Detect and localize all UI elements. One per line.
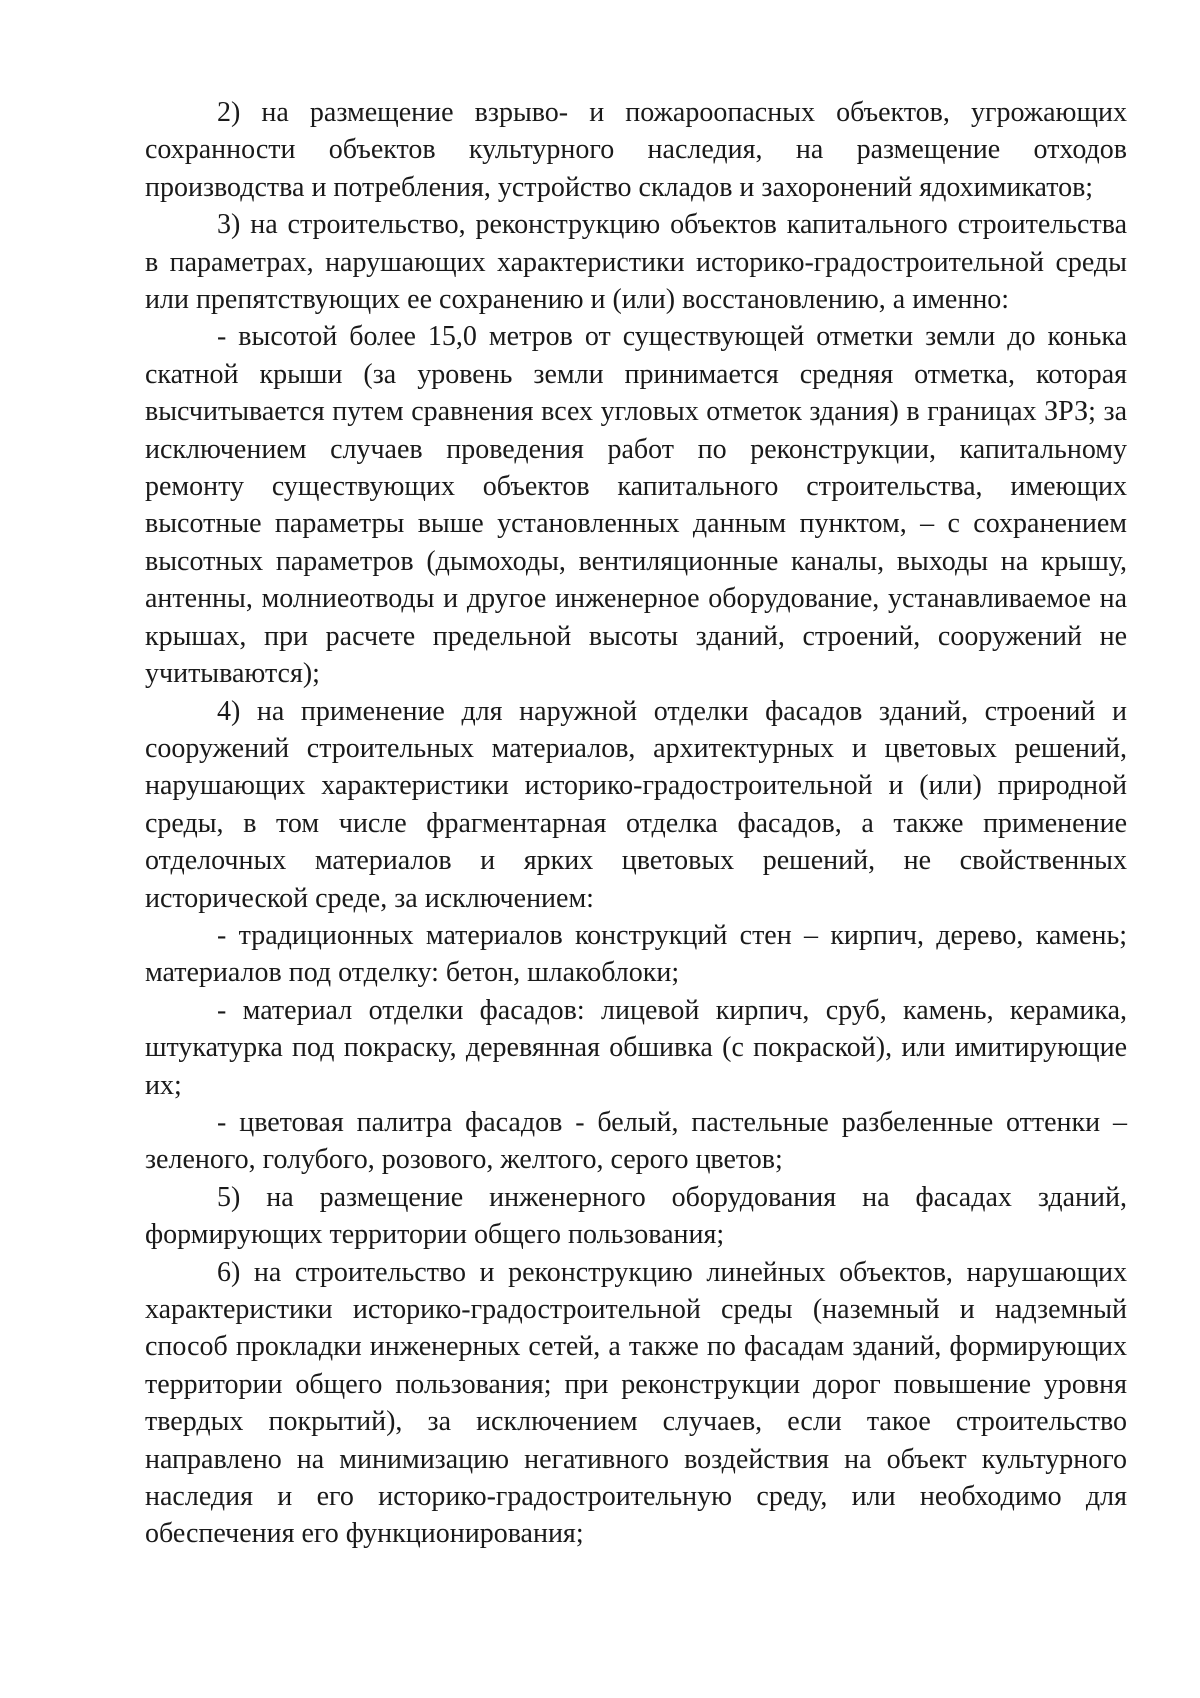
- document-page: [145, 94, 1127, 1553]
- paragraph-wall-materials: - традиционных материалов конструкций стен – кирпич, дерево, камень; материалов под отделку: бетон, шлакоблоки;: [145, 919, 1127, 989]
- paragraph-height-limit: - высотой более 15,0 метров от существующей отметки земли до конька скатной крыши (за уровень земли принимается средняя отметка, которая высчитывается путем сравнения всех угловых отметок здания) в границах ЗРЗ; за исключением случаев проведения работ по реконструкции, капитальному ремонту существующих объектов капитального строительства, имеющих высотные параметры выше установленных данным пунктом, – с сохранением высотных параметров (дымоходы, вентиляционные каналы, выходы на крышу, антенны, молниеотводы и другое инженерное оборудование, устанавливаемое на крышах, при расчете предельной высоты зданий, строений, сооружений не учитываются);: [145, 321, 1127, 690]
- paragraph-item-6: 6) на строительство и реконструкцию линейных объектов, нарушающих характеристики историко-градостроительной среды (наземный и надземный способ прокладки инженерных сетей, а также по фасадам зданий, формирующих территории общего пользования; при реконструкции дорог повышение уровня твердых покрытий), за исключением случаев, если такое строительство направлено на минимизацию негативного воздействия на объект культурного наследия и его историко-градостроительную среду, или необходимо для обеспечения его функционирования;: [145, 1256, 1127, 1550]
- paragraph-item-3: 3) на строительство, реконструкцию объектов капитального строительства в параметрах, нарушающих характеристики историко-градостроительной среды или препятствующих ее сохранению и (или) восстановлению, а именно:: [145, 209, 1127, 316]
- paragraph-color-palette: - цветовая палитра фасадов - белый, пастельные разбеленные оттенки – зеленого, голубого, розового, желтого, серого цветов;: [145, 1106, 1127, 1176]
- paragraph-item-4: 4) на применение для наружной отделки фасадов зданий, строений и сооружений строительных материалов, архитектурных и цветовых решений, нарушающих характеристики историко-градостроительной и (или) природной среды, в том числе фрагментарная отделка фасадов, а также применение отделочных материалов и ярких цветовых решений, не свойственных исторической среде, за исключением:: [145, 695, 1127, 914]
- paragraph-item-5: 5) на размещение инженерного оборудования на фасадах зданий, формирующих территории общего пользования;: [145, 1181, 1127, 1251]
- paragraph-item-2: 2) на размещение взрыво- и пожароопасных объектов, угрожающих сохранности объектов культурного наследия, на размещение отходов производства и потребления, устройство складов и захоронений ядохимикатов;: [145, 97, 1127, 203]
- paragraph-facade-materials: - материал отделки фасадов: лицевой кирпич, сруб, камень, керамика, штукатурка под покраску, деревянная обшивка (с покраской), или имитирующие их;: [145, 994, 1127, 1101]
